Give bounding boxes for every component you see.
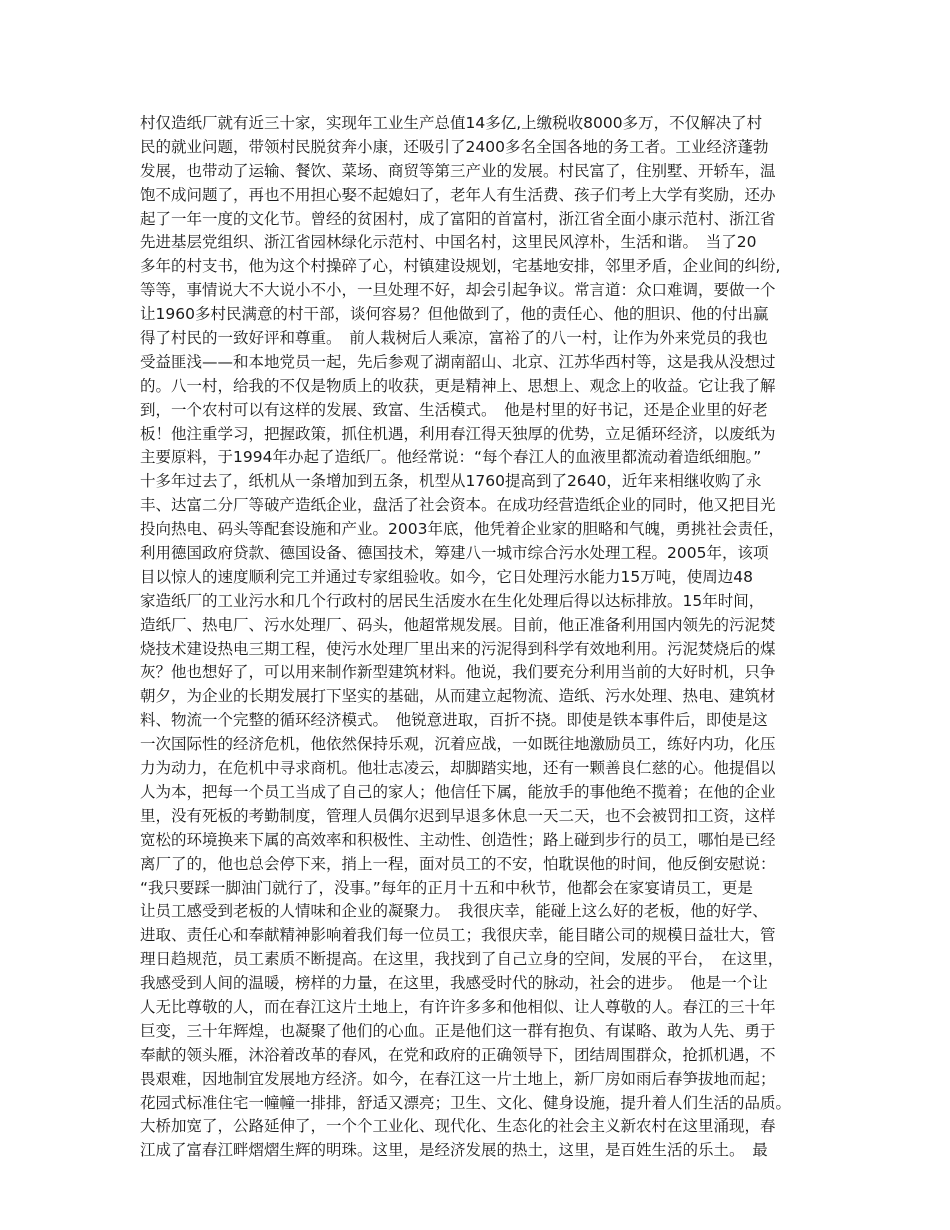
text-line: 进取、责任心和奉献精神影响着我们每一位员工；我很庆幸，能目睹公司的规模日益壮大，管	[140, 926, 776, 945]
text-line: 让员工感受到老板的人情味和企业的凝聚力。 我很庆幸，能碰上这么好的老板，他的好学、	[140, 902, 768, 921]
text-line: 造纸厂、热电厂、污水处理厂、码头，他超常规发展。目前，他正准备利用国内领先的污泥焚	[140, 615, 776, 634]
text-line: 江成了富春江畔熠熠生辉的明珠。这里，是经济发展的热土，这里，是百姓生活的乐土。 最	[140, 1141, 768, 1160]
text-line: 到，一个农村可以有这样的发展、致富、生活模式。 他是村里的好书记，还是企业里的好老	[140, 400, 768, 419]
text-line: 灰？他也想好了，可以用来制作新型建筑材料。他说，我们要充分利用当前的大好时机，只争	[140, 663, 776, 682]
text-line: 先进基层党组织、浙江省园林绿化示范村、中国名村，这里民风淳朴，生活和谐。 当了20	[140, 233, 757, 252]
text-line: 人为本，把每一个员工当成了自己的家人；他信任下属，能放手的事他绝不揽着；在他的企业	[140, 782, 776, 801]
text-line: 大桥加宽了，公路延伸了，一个个工业化、现代化、生态化的社会主义新农村在这里涌现，春	[140, 1117, 776, 1136]
text-line: 主要原料，于1994年办起了造纸厂。他经常说：“每个春江人的血液里都流动着造纸细胞。”	[140, 448, 762, 467]
text-line: 目以惊人的速度顺利完工并通过专家组验收。如今，它日处理污水能力15万吨，使周边48	[140, 567, 753, 586]
text-line: 受益匪浅——和本地党员一起，先后参观了湖南韶山、北京、江苏华西村等，这是我从没想过	[140, 352, 776, 371]
text-line: 发展，也带动了运输、餐饮、菜场、商贸等第三产业的发展。村民富了，住别墅、开轿车，温	[140, 161, 776, 180]
text-line: 朝夕，为企业的长期发展打下坚实的基础，从而建立起物流、造纸、污水处理、热电、建筑材	[140, 687, 776, 706]
text-line: 巨变，三十年辉煌，也凝聚了他们的心血。正是他们这一群有抱负、有谋略、敢为人先、勇于	[140, 1021, 776, 1040]
text-line: 畏艰难，因地制宜发展地方经济。如今，在春江这一片土地上，新厂房如雨后春笋拔地而起；	[140, 1069, 776, 1088]
text-line: 力为动力，在危机中寻求商机。他壮志凌云，却脚踏实地，还有一颗善良仁慈的心。他提倡以	[140, 759, 776, 778]
text-line: 让1960多村民满意的村干部，谈何容易？但他做到了，他的责任心、他的胆识、他的付出赢	[140, 305, 769, 324]
text-line: 理日趋规范，员工素质不断提高。在这里，我找到了自己立身的空间，发展的平台， 在这里，	[140, 950, 784, 969]
text-line: 一次国际性的经济危机，他依然保持乐观，沉着应战，一如既往地激励员工，练好内功，化压	[140, 735, 776, 754]
text-line: 人无比尊敬的人，而在春江这片土地上，有许许多多和他相似、让人尊敬的人。春江的三十年	[140, 997, 776, 1016]
text-line: “我只要踩一脚油门就行了，没事。”每年的正月十五和中秋节，他都会在家宴请员工，更是	[140, 878, 753, 897]
text-line: 我感受到人间的温暖，榜样的力量，在这里，我感受时代的脉动，社会的进步。 他是一个让	[140, 974, 768, 993]
text-line: 奉献的领头雁，沐浴着改革的春风，在党和政府的正确领导下，团结周围群众，抢抓机遇，不	[140, 1045, 776, 1064]
body-text	[140, 112, 808, 1163]
text-line: 的。八一村，给我的不仅是物质上的收获，更是精神上、思想上、观念上的收益。它让我了解	[140, 376, 776, 395]
text-line: 家造纸厂的工业污水和几个行政村的居民生活废水在生化处理后得以达标排放。15年时间，	[140, 591, 765, 610]
text-line: 宽松的环境换来下属的高效率和积极性、主动性、创造性；路上碰到步行的员工，哪怕是已经	[140, 830, 776, 849]
text-line: 多年的村支书，他为这个村操碎了心，村镇建设规划，宅基地安排，邻里矛盾，企业间的纠纷,	[140, 257, 781, 276]
text-line: 得了村民的一致好评和尊重。 前人栽树后人乘凉，富裕了的八一村，让作为外来党员的我也	[140, 329, 768, 348]
text-line: 等等，事情说大不大说小不小，一旦处理不好，却会引起争议。常言道：众口难调，要做一个	[140, 281, 776, 300]
text-line: 投向热电、码头等配套设施和产业。2003年底，他凭着企业家的胆略和气魄，勇挑社会责任，	[140, 520, 784, 539]
text-line: 起了一年一度的文化节。曾经的贫困村，成了富阳的首富村，浙江省全面小康示范村、浙江省	[140, 209, 776, 228]
text-line: 饱不成问题了，再也不用担心娶不起媳妇了，老年人有生活费、孩子们考上大学有奖励，还办	[140, 185, 776, 204]
text-line: 烧技术建设热电三期工程，使污水处理厂里出来的污泥得到科学有效地利用。污泥焚烧后的煤	[140, 639, 776, 658]
text-line: 离厂了的，他也总会停下来，捎上一程，面对员工的不安，怕耽误他的时间，他反倒安慰说：	[140, 854, 776, 873]
text-line: 民的就业问题，带领村民脱贫奔小康，还吸引了2400多名全国各地的务工者。工业经济蓬勃	[140, 137, 769, 156]
text-line: 村仅造纸厂就有近三十家，实现年工业生产总值14多亿,上缴税收8000多万，不仅解决了村	[140, 114, 763, 132]
text-line: 料、物流一个完整的循环经济模式。 他锐意进取，百折不挠。即使是铁本事件后，即使是这	[140, 711, 768, 730]
text-line: 板！他注重学习，把握政策，抓住机遇，利用春江得天独厚的优势，立足循环经济，以废纸为	[140, 424, 776, 443]
text-line: 花园式标准住宅一幢幢一排排，舒适又漂亮；卫生、文化、健身设施，提升着人们生活的品质。	[140, 1093, 792, 1112]
text-line: 里，没有死板的考勤制度，管理人员偶尔迟到早退多休息一天二天，也不会被罚扣工资，这样	[140, 806, 776, 825]
text-line: 丰、达富二分厂等破产造纸企业，盘活了社会资本。在成功经营造纸企业的同时，他又把目光	[140, 496, 776, 515]
text-line: 利用德国政府贷款、德国设备、德国技术，筹建八一城市综合污水处理工程。2005年，该项	[140, 544, 769, 563]
text-line: 十多年过去了，纸机从一条增加到五条，机型从1760提高到了2640，近年来相继收购了永	[140, 472, 762, 491]
